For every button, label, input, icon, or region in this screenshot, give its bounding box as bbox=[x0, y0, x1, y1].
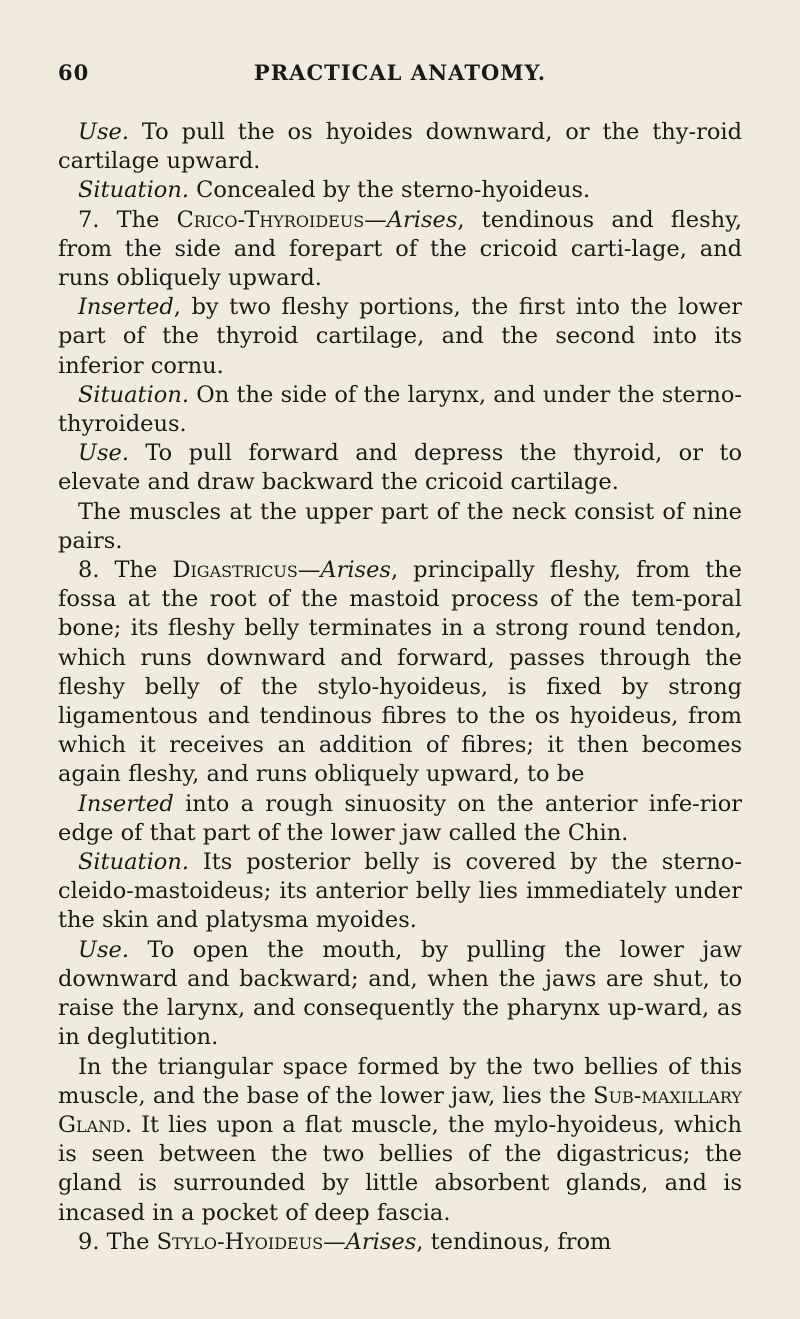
text-run: , by two fleshy portions, the first into the lower part of the thyroid cartilage, and the second into its inferior cornu. bbox=[58, 294, 742, 379]
paragraph bbox=[58, 848, 742, 936]
page-header bbox=[58, 60, 742, 90]
text-run: . It lies upon a flat muscle, the mylo-hyoideus, which is seen between the two bellies of the digastricus; the gland is surrounded by little absorbent glands, and is incased in a pocket of deep fascia. bbox=[58, 1111, 742, 1226]
italic-term: Inserted bbox=[78, 294, 174, 321]
paragraph bbox=[58, 176, 742, 205]
muscle-name: Digastricus bbox=[172, 557, 298, 584]
paragraph bbox=[58, 293, 742, 381]
body-text bbox=[58, 118, 742, 1257]
text-run: On the side of the larynx, and under the sterno-thyroideus. bbox=[58, 381, 742, 438]
page-number: 60 bbox=[58, 60, 90, 85]
italic-term: Arises bbox=[386, 206, 458, 233]
paragraph bbox=[58, 556, 742, 790]
text-run: 9. The bbox=[78, 1228, 157, 1255]
paragraph bbox=[58, 439, 742, 497]
muscle-name: Crico-Thyroideus bbox=[176, 206, 365, 233]
muscle-name: Stylo-Hyoideus bbox=[156, 1228, 324, 1255]
text-run: To pull forward and depress the thyroid, or to elevate and draw backward the cricoid cartilage. bbox=[58, 440, 742, 496]
text-run: 8. The bbox=[78, 557, 173, 584]
paragraph bbox=[58, 1228, 742, 1257]
text-run: 7. The bbox=[78, 206, 177, 233]
italic-term: Situation. bbox=[78, 849, 189, 876]
text-run: — bbox=[323, 1228, 346, 1255]
text-run: — bbox=[297, 557, 321, 584]
italic-term: Arises bbox=[345, 1228, 417, 1255]
paragraph bbox=[58, 936, 742, 1053]
italic-term: Use. bbox=[78, 440, 129, 467]
text-run: In the triangular space formed by the two bellies of this muscle, and the base of the lower jaw, lies the bbox=[58, 1053, 742, 1109]
text-run: The muscles at the upper part of the neck consist of nine pairs. bbox=[58, 498, 742, 554]
text-run: , tendinous, from bbox=[416, 1228, 612, 1255]
text-run: , principally fleshy, from the fossa at the root of the mastoid process of the tem-poral bone; its fleshy belly terminates in a strong round tendon, which runs downward and forward, passes through the fleshy belly of the stylo-hyoideus, is fixed by strong ligamentous and tendinous fibres to the os hyoideus, from which it receives an addition of fibres; it then becomes again fleshy, and runs obliquely upward, to be bbox=[58, 557, 742, 788]
italic-term: Situation. bbox=[78, 177, 189, 204]
text-run: — bbox=[364, 206, 387, 233]
paragraph bbox=[58, 381, 742, 439]
italic-term: Use. bbox=[78, 119, 129, 145]
paragraph bbox=[58, 206, 742, 294]
paragraph bbox=[58, 1053, 742, 1228]
paragraph bbox=[58, 790, 742, 848]
italic-term: Situation. bbox=[78, 381, 189, 408]
text-run: Its posterior belly is covered by the sterno-cleido-mastoideus; its anterior belly lies immediately under the skin and platysma myoides. bbox=[58, 849, 742, 934]
text-run: Concealed by the sterno-hyoideus. bbox=[188, 177, 591, 204]
paragraph bbox=[58, 498, 742, 556]
text-run: , tendinous and fleshy, from the side and forepart of the cricoid carti-lage, and runs obliquely upward. bbox=[58, 206, 742, 292]
italic-term: Arises bbox=[320, 557, 391, 584]
paragraph bbox=[58, 118, 742, 176]
italic-term: Use. bbox=[78, 936, 129, 963]
italic-term: Inserted bbox=[78, 790, 174, 817]
muscle-name: Sub-maxillary Gland bbox=[58, 1082, 742, 1138]
text-run: To pull the os hyoides downward, or the thy-roid cartilage upward. bbox=[58, 119, 742, 175]
text-run: To open the mouth, by pulling the lower jaw downward and backward; and, when the jaws are shut, to raise the larynx, and consequently the pharynx up-ward, as in deglutition. bbox=[58, 936, 742, 1051]
running-title: PRACTICAL ANATOMY. bbox=[253, 60, 547, 85]
text-run: into a rough sinuosity on the anterior infe-rior edge of that part of the lower jaw called the Chin. bbox=[58, 790, 742, 846]
